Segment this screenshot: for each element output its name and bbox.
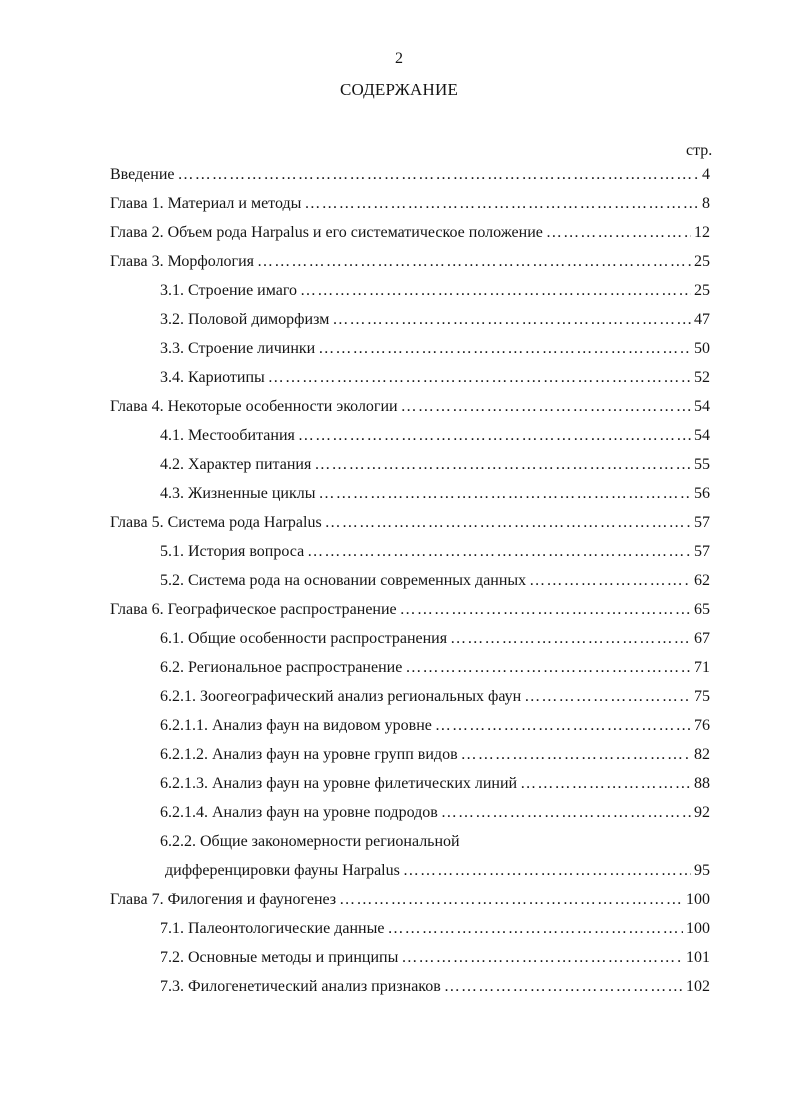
toc-entry-label: 3.2. Половой диморфизм	[160, 311, 330, 328]
dot-leader	[257, 253, 691, 271]
toc-entry-label: дифференцировки фауны Harpalus	[165, 862, 400, 879]
toc-entry-page: 52	[694, 369, 710, 386]
toc-entry-label: 6.2.1.4. Анализ фаун на уровне подродов	[160, 804, 438, 821]
toc-entry-label: 4.2. Характер питания	[160, 456, 312, 473]
dot-leader	[339, 891, 683, 909]
toc-entry[interactable]	[110, 253, 710, 277]
page-column-label: стр.	[686, 142, 713, 159]
dot-leader	[520, 775, 691, 793]
toc-entry-page: 50	[694, 340, 710, 357]
toc-entry-label: 4.3. Жизненные циклы	[160, 485, 316, 502]
toc-entry-page: 54	[694, 398, 710, 415]
toc-entry-page: 47	[694, 311, 710, 328]
toc-entry-label: Введение	[110, 166, 175, 183]
toc-entry-page: 92	[694, 804, 710, 821]
dot-leader	[405, 659, 691, 677]
dot-leader	[304, 195, 699, 213]
toc-entry-page: 100	[686, 891, 710, 908]
toc-entry-label: 3.1. Строение имаго	[160, 282, 298, 299]
toc-entry[interactable]	[110, 195, 710, 219]
toc-entry-label: 6.1. Общие особенности распространения	[160, 630, 448, 647]
toc-entry-page: 75	[694, 688, 710, 705]
toc-entry[interactable]	[110, 224, 710, 248]
dot-leader	[524, 688, 691, 706]
dot-leader	[325, 514, 691, 532]
toc-entry-label: Глава 1. Материал и методы	[110, 195, 302, 212]
toc-entry[interactable]	[160, 456, 710, 480]
toc-entry-label: Глава 2. Объем рода Harpalus и его систематическое положение	[110, 224, 543, 241]
toc-entry-page: 88	[694, 775, 710, 792]
toc-entry-label: 5.2. Система рода на основании современных данных	[160, 572, 527, 589]
toc-entry[interactable]	[165, 862, 710, 886]
toc-entry[interactable]	[160, 920, 710, 944]
dot-leader	[450, 630, 691, 648]
toc-entry[interactable]	[160, 717, 710, 741]
toc-entry[interactable]	[110, 601, 710, 625]
toc-entry[interactable]	[160, 543, 710, 567]
toc-entry-label: 6.2.1.1. Анализ фаун на видовом уровне	[160, 717, 432, 734]
toc-entry[interactable]	[160, 978, 710, 1002]
dot-leader	[300, 282, 691, 300]
toc-entry-page: 102	[686, 978, 710, 995]
toc-entry[interactable]	[160, 833, 710, 857]
toc-entry-page: 12	[694, 224, 710, 241]
toc-entry-page: 95	[694, 862, 710, 879]
dot-leader	[332, 311, 691, 329]
dot-leader	[318, 340, 691, 358]
toc-entry[interactable]	[160, 688, 710, 712]
dot-leader	[401, 398, 691, 416]
toc-entry[interactable]	[160, 427, 710, 451]
dot-leader	[178, 166, 700, 184]
toc-entry[interactable]	[160, 775, 710, 799]
toc-entry-label: Глава 3. Морфология	[110, 253, 255, 270]
toc-entry[interactable]	[160, 485, 710, 509]
toc-entry[interactable]	[160, 572, 710, 596]
toc-entry-page: 100	[686, 920, 710, 937]
toc-entry[interactable]	[160, 282, 710, 306]
toc-entry-label: 6.2.1.3. Анализ фаун на уровне филетических линий	[160, 775, 518, 792]
toc-entry[interactable]	[110, 398, 710, 422]
toc-entry-page: 82	[694, 746, 710, 763]
toc-entry-page: 57	[694, 514, 710, 531]
toc-entry-page: 76	[694, 717, 710, 734]
dot-leader	[387, 920, 683, 938]
toc-entry-page: 4	[702, 166, 710, 183]
dot-leader	[529, 572, 691, 590]
toc-entry-label: 3.3. Строение личинки	[160, 340, 316, 357]
toc-entry-page: 57	[694, 543, 710, 560]
toc-entry-label: Глава 6. Географическое распространение	[110, 601, 397, 618]
dot-leader	[403, 862, 691, 880]
toc-entry-page: 56	[694, 485, 710, 502]
dot-leader	[307, 543, 691, 561]
toc-entry-page: 8	[702, 195, 710, 212]
toc-entry[interactable]	[110, 166, 710, 190]
dot-leader	[461, 746, 691, 764]
toc-entry-page: 101	[686, 949, 710, 966]
dot-leader	[319, 485, 692, 503]
toc-entry-label: 6.2.1. Зоогеографический анализ региональных фаун	[160, 688, 522, 705]
toc-entry-label: 6.2.2. Общие закономерности региональной	[160, 833, 460, 850]
dot-leader	[546, 224, 691, 242]
toc-entry-page: 62	[694, 572, 710, 589]
toc-entry-label: 7.1. Палеонтологические данные	[160, 920, 385, 937]
toc-entry[interactable]	[160, 630, 710, 654]
dot-leader	[435, 717, 691, 735]
dot-leader	[400, 601, 691, 619]
toc-entry[interactable]	[160, 804, 710, 828]
toc-entry[interactable]	[160, 340, 710, 364]
toc-entry-label: 6.2.1.2. Анализ фаун на уровне групп видов	[160, 746, 458, 763]
toc-entry[interactable]	[110, 891, 710, 915]
toc-entry-label: 7.2. Основные методы и принципы	[160, 949, 399, 966]
toc-entry-label: 7.3. Филогенетический анализ признаков	[160, 978, 441, 995]
dot-leader	[268, 369, 691, 387]
toc-entry-label: 4.1. Местообитания	[160, 427, 295, 444]
dot-leader	[441, 804, 691, 822]
dot-leader	[444, 978, 683, 996]
toc-entry-label: Глава 5. Система рода Harpalus	[110, 514, 322, 531]
toc-entry[interactable]	[110, 514, 710, 538]
toc-entry-page: 55	[694, 456, 710, 473]
toc-entry-page: 25	[694, 282, 710, 299]
toc-entry-label: Глава 4. Некоторые особенности экологии	[110, 398, 398, 415]
toc-entry-label: 5.1. История вопроса	[160, 543, 305, 560]
toc-entry-page: 54	[694, 427, 710, 444]
dot-leader	[401, 949, 683, 967]
toc-entry-label: 6.2. Региональное распространение	[160, 659, 403, 676]
toc-entry[interactable]	[160, 949, 710, 973]
toc-entry[interactable]	[160, 311, 710, 335]
dot-leader	[298, 427, 691, 445]
toc-entry[interactable]	[160, 369, 710, 393]
toc-entry[interactable]	[160, 746, 710, 770]
toc-entry-page: 71	[694, 659, 710, 676]
toc-entry[interactable]	[160, 659, 710, 683]
toc-entry-page: 65	[694, 601, 710, 618]
page-title: СОДЕРЖАНИЕ	[339, 80, 459, 99]
dot-leader	[314, 456, 691, 474]
toc-entry-page: 67	[694, 630, 710, 647]
toc-entry-page: 25	[694, 253, 710, 270]
page-number: 2	[395, 50, 403, 67]
toc-entry-label: 3.4. Кариотипы	[160, 369, 265, 386]
toc-entry-label: Глава 7. Филогения и фауногенез	[110, 891, 337, 908]
